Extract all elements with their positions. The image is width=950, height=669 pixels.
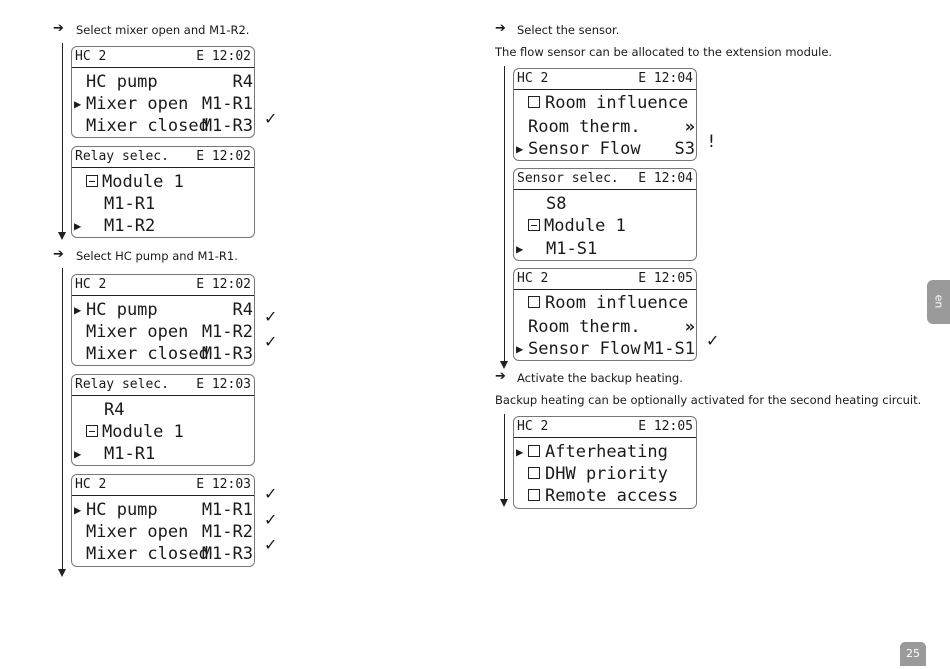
row-label: M1-R1 — [104, 444, 156, 464]
display-header — [72, 375, 254, 396]
cursor-icon: ▶ — [516, 142, 524, 156]
checkmark-icon: ✓ — [264, 535, 278, 554]
row-value: R4 — [232, 300, 253, 320]
display-hc2-result — [71, 474, 255, 567]
row-label: Mixer closed — [86, 544, 209, 564]
flow-line — [504, 66, 505, 362]
display-hc2-backup — [513, 416, 697, 509]
arrow-right-icon: ➔ — [495, 21, 506, 36]
submenu-icon: » — [684, 117, 695, 137]
display-time: E 12:03 — [196, 377, 251, 392]
display-title: HC 2 — [75, 49, 107, 64]
display-header — [514, 417, 696, 438]
flow-line — [504, 414, 505, 500]
row-value: M1-R1 — [201, 94, 253, 114]
cursor-icon: ▶ — [516, 242, 524, 256]
display-title: Relay selec. — [75, 149, 169, 164]
cursor-icon: ▶ — [74, 97, 82, 111]
checkbox-icon — [528, 489, 540, 501]
menu-row-afterheating[interactable] — [514, 441, 696, 463]
row-label: M1-R1 — [104, 194, 156, 214]
row-value: M1-R2 — [201, 322, 253, 342]
arrow-right-icon: ➔ — [53, 247, 64, 262]
menu-row-room-influence[interactable] — [514, 292, 696, 314]
display-header — [72, 275, 254, 296]
checkmark-icon: ✓ — [264, 332, 278, 351]
checkmark-icon: ✓ — [264, 510, 278, 529]
collapse-icon — [528, 219, 540, 231]
row-label: Mixer open — [86, 94, 189, 114]
row-value: M1-R3 — [201, 344, 253, 364]
checkbox-icon — [528, 467, 540, 479]
menu-row-sensor-flow[interactable] — [514, 338, 696, 360]
row-label: R4 — [104, 400, 125, 420]
instruction-select-sensor: Select the sensor. — [517, 23, 620, 37]
row-label: Remote access — [545, 486, 679, 506]
display-hc2-mixer-open — [71, 46, 255, 138]
row-label: Mixer open — [86, 522, 189, 542]
menu-row-mixer-open[interactable] — [72, 521, 254, 543]
menu-row-hc-pump[interactable] — [72, 299, 254, 321]
display-title: HC 2 — [75, 477, 107, 492]
menu-row-dhw-priority[interactable] — [514, 463, 696, 485]
checkmark-icon: ✓ — [264, 484, 278, 503]
row-value: M1-S1 — [643, 339, 695, 359]
row-value: M1-R3 — [201, 116, 253, 136]
row-label: Module 1 — [102, 422, 184, 442]
row-label: Room therm. — [528, 317, 641, 337]
exclamation-icon: ! — [708, 132, 715, 152]
menu-row-mixer-open[interactable] — [72, 93, 254, 115]
instruction-select-mixer: Select mixer open and M1-R2. — [76, 23, 250, 37]
display-time: E 12:05 — [638, 271, 693, 286]
checkmark-icon: ✓ — [706, 331, 720, 350]
display-time: E 12:02 — [196, 49, 251, 64]
cursor-icon: ▶ — [74, 219, 82, 233]
menu-row-s8[interactable] — [514, 193, 696, 215]
cursor-icon: ▶ — [74, 447, 82, 461]
row-label: Room therm. — [528, 117, 641, 137]
flow-line — [62, 43, 63, 233]
flow-line — [62, 268, 63, 570]
row-label: Sensor Flow — [528, 339, 641, 359]
display-header — [72, 147, 254, 168]
display-time: E 12:02 — [196, 277, 251, 292]
instruction-select-hc-pump: Select HC pump and M1-R1. — [76, 249, 238, 263]
cursor-icon: ▶ — [74, 503, 82, 517]
display-title: HC 2 — [517, 419, 549, 434]
row-label: Module 1 — [102, 172, 184, 192]
display-header — [72, 475, 254, 496]
row-value: M1-R1 — [201, 500, 253, 520]
submenu-icon: » — [684, 317, 695, 337]
display-header — [72, 47, 254, 68]
menu-row-sensor-flow[interactable] — [514, 138, 696, 160]
display-title: Sensor selec. — [517, 171, 619, 186]
paragraph-flow-sensor: The flow sensor can be allocated to the extension module. — [495, 45, 833, 59]
row-label: Module 1 — [544, 216, 626, 236]
checkmark-icon: ✓ — [264, 109, 278, 128]
menu-row-hc-pump[interactable] — [72, 499, 254, 521]
display-sensor-select — [513, 168, 697, 261]
menu-row-m1-s1[interactable] — [514, 238, 696, 260]
row-label: Mixer closed — [86, 116, 209, 136]
menu-row-module-1[interactable] — [72, 421, 254, 443]
instruction-activate-backup: Activate the backup heating. — [517, 371, 683, 385]
row-label: Sensor Flow — [528, 139, 641, 159]
collapse-icon — [86, 425, 98, 437]
row-label: Afterheating — [545, 442, 668, 462]
collapse-icon — [86, 175, 98, 187]
display-relay-select-1 — [71, 146, 255, 238]
row-label: HC pump — [86, 500, 158, 520]
display-title: HC 2 — [75, 277, 107, 292]
display-time: E 12:02 — [196, 149, 251, 164]
row-value: R4 — [232, 72, 253, 92]
checkbox-icon — [528, 445, 540, 457]
arrow-right-icon: ➔ — [53, 21, 64, 36]
row-label: Room influence — [545, 293, 689, 313]
menu-row-module-1[interactable] — [514, 215, 696, 237]
display-title: HC 2 — [517, 71, 549, 86]
arrow-right-icon: ➔ — [495, 369, 506, 384]
display-title: Relay selec. — [75, 377, 169, 392]
language-tab[interactable] — [927, 280, 950, 324]
menu-row-m1-r1[interactable] — [72, 193, 254, 215]
row-value: M1-R2 — [201, 522, 253, 542]
display-header — [514, 269, 696, 290]
checkbox-icon — [528, 296, 540, 308]
row-label: Mixer closed — [86, 344, 209, 364]
display-hc2-sensor-m1s1 — [513, 268, 697, 361]
menu-row-r4[interactable] — [72, 399, 254, 421]
menu-row-m1-r2[interactable] — [72, 215, 254, 237]
display-header — [514, 169, 696, 190]
menu-row-room-influence[interactable] — [514, 92, 696, 114]
row-label: M1-S1 — [546, 239, 598, 259]
cursor-icon: ▶ — [516, 445, 524, 459]
flow-arrowhead — [500, 499, 508, 507]
row-label: DHW priority — [545, 464, 668, 484]
checkmark-icon: ✓ — [264, 307, 278, 326]
checkbox-icon — [528, 96, 540, 108]
menu-row-hc-pump[interactable] — [72, 71, 254, 93]
display-header — [514, 69, 696, 90]
row-label: Room influence — [545, 93, 689, 113]
menu-row-mixer-closed[interactable] — [72, 115, 254, 137]
menu-row-room-therm[interactable] — [514, 116, 696, 138]
menu-row-m1-r1[interactable] — [72, 443, 254, 465]
flow-arrowhead — [58, 232, 66, 240]
cursor-icon: ▶ — [516, 342, 524, 356]
menu-row-room-therm[interactable] — [514, 316, 696, 338]
row-label: M1-R2 — [104, 216, 156, 236]
row-value: M1-R3 — [201, 544, 253, 564]
language-tab-label: en — [932, 294, 946, 309]
row-label: Mixer open — [86, 322, 189, 342]
display-time: E 12:05 — [638, 419, 693, 434]
display-time: E 12:04 — [638, 171, 693, 186]
display-time: E 12:03 — [196, 477, 251, 492]
flow-arrowhead — [500, 361, 508, 369]
menu-row-remote-access[interactable] — [514, 485, 696, 507]
row-label: S8 — [546, 194, 567, 214]
menu-row-mixer-closed[interactable] — [72, 543, 254, 565]
menu-row-mixer-open[interactable] — [72, 321, 254, 343]
row-value: S3 — [674, 139, 695, 159]
row-label: HC pump — [86, 300, 158, 320]
display-time: E 12:04 — [638, 71, 693, 86]
menu-row-module-1[interactable] — [72, 171, 254, 193]
paragraph-backup-heating: Backup heating can be optionally activated for the second heating circuit. — [495, 393, 922, 407]
display-relay-select-2 — [71, 374, 255, 466]
row-label: HC pump — [86, 72, 158, 92]
page-number: 25 — [900, 642, 926, 666]
display-hc2-sensor-s3 — [513, 68, 697, 161]
display-hc2-hc-pump — [71, 274, 255, 366]
menu-row-mixer-closed[interactable] — [72, 343, 254, 365]
flow-arrowhead — [58, 569, 66, 577]
cursor-icon: ▶ — [74, 303, 82, 317]
display-title: HC 2 — [517, 271, 549, 286]
